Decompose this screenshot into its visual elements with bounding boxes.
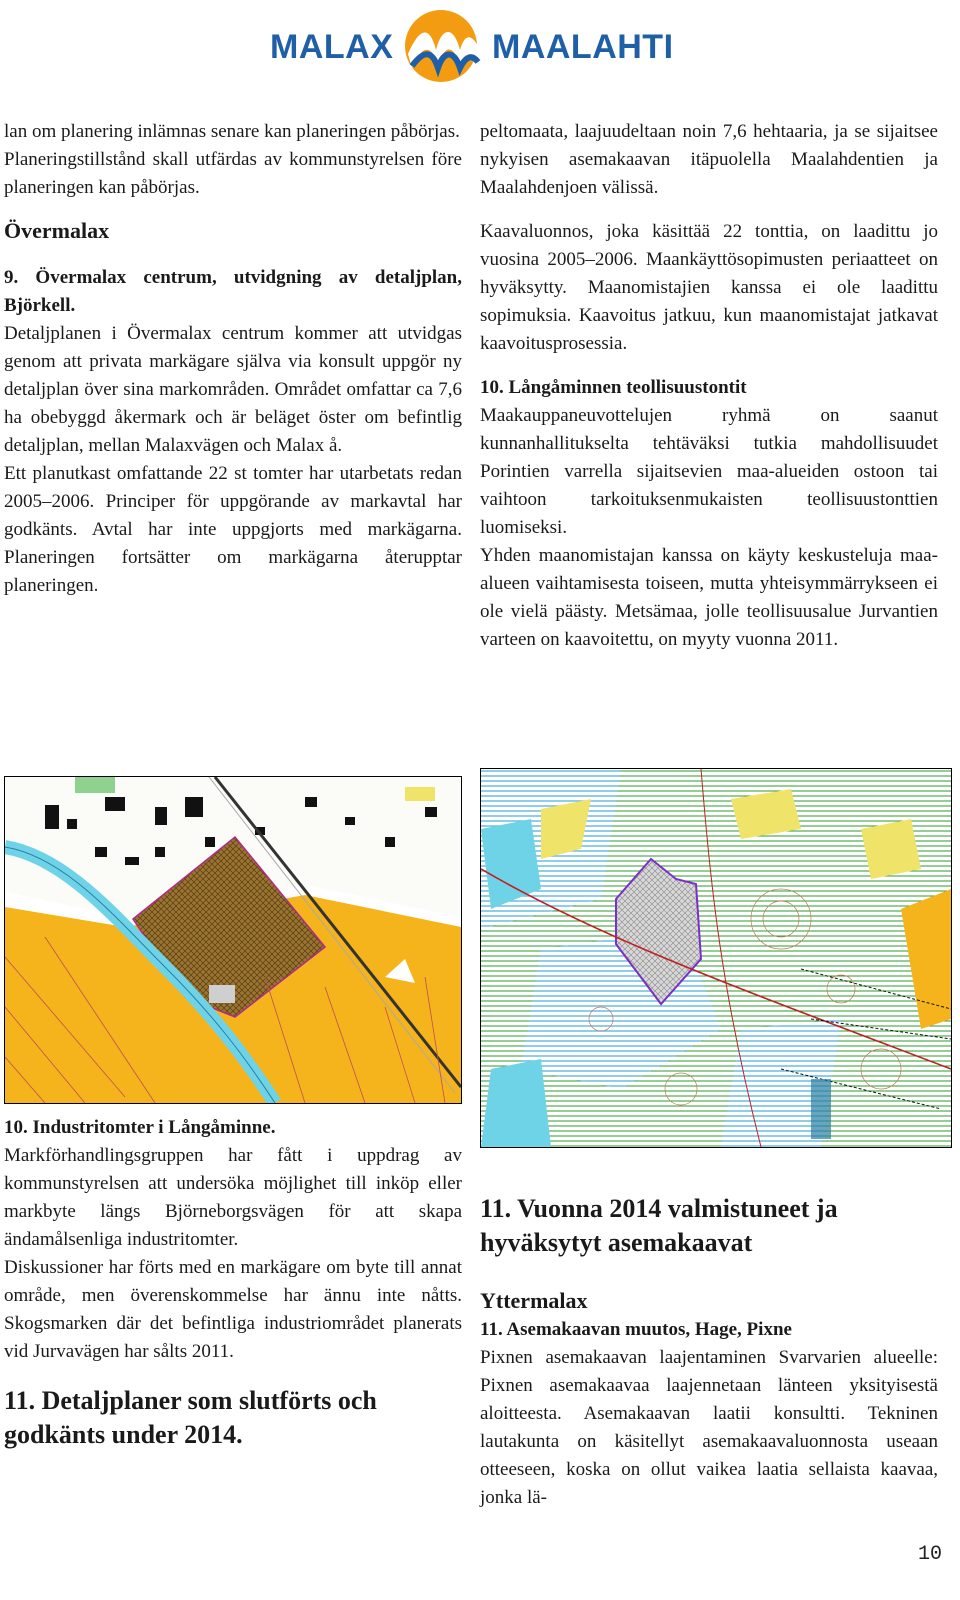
item-heading: 11. Asemakaavan muutos, Hage, Pixne (480, 1319, 792, 1340)
paragraph: Ett planutkast omfattande 22 st tomter har utarbetats redan 2005–2006. Principer för uppgörande av markavtal har godkänts. Avtal har inte uppgjorts med markägarna. Planeringen fortsätter om markägarna återupptar planeringen. (4, 463, 462, 596)
map-overmalax (4, 776, 462, 1104)
paragraph: Kaavaluonnos, joka käsittää 22 tonttia, on laadittu jo vuosina 2005–2006. Maankäyttösopimusten periaatteet on hyväksytty. Maanomistajien kanssa ei ole laadittu sopimuksia. Kaavoitus jatkuu, kun maanomistajat jatkavat kaavoitusprosessia. (480, 221, 938, 354)
wave-emblem-icon (398, 6, 484, 84)
right-column-bottom (480, 1192, 938, 1512)
left-column-top (4, 118, 462, 600)
item-heading: 9. Övermalax centrum, utvidgning av detaljplan, Björkell. (4, 267, 462, 316)
paragraph: Detaljplanen i Övermalax centrum kommer att utvidgas genom att privata markägare själva via konsult uppgör ny detaljplan över sina markområden. Området omfattar ca 7,6 ha obebyggd åkermark och är beläget öster om befintlig detaljplan, mellan Malaxvägen och Malax å. (4, 323, 462, 456)
left-column-bottom (4, 1114, 462, 1452)
section-heading: Övermalax (4, 218, 110, 243)
item-heading: 10. Långåminnen teollisuustontit (480, 377, 747, 398)
chapter-heading: 11. Detaljplaner som slutförts och godkänts under 2014. (4, 1386, 377, 1449)
map-langaminne (480, 768, 952, 1148)
malax-maalahti-logo (270, 6, 690, 84)
page-number: 10 (917, 1543, 942, 1566)
paragraph: lan om planering inlämnas senare kan planeringen påbörjas. (4, 121, 460, 142)
section-heading: Yttermalax (480, 1288, 588, 1313)
paragraph: Pixnen asemakaavan laajentaminen Svarvarien alueelle: Pixnen asemakaavaa laajennetaan länteen yksityisestä aloitteesta. Asemakaavan laatii konsultti. Tekninen lautakunta on käsitellyt asemakaavaluonnosta useaan otteeseen, koska on ollut vaikea laatia sellaista kaavaa, jonka lä- (480, 1347, 938, 1508)
paragraph: Yhden maanomistajan kanssa on käyty keskusteluja maa-alueen vaihtamisesta toiseen, mutta yhteisymmärrykseen ei ole vielä päästy. Metsämaa, jolle teollisuusalue Jurvantien varteen on kaavoitettu, on myyty vuonna 2011. (480, 545, 938, 650)
paragraph: Planeringstillstånd skall utfärdas av kommunstyrelsen före planeringen kan påbörjas. (4, 149, 462, 198)
paragraph: Markförhandlingsgruppen har fått i uppdrag av kommunstyrelsen att undersöka möjlighet till inköp eller markbyte längs Björneborgsvägen för att skapa ändamålsenliga industritomter. (4, 1145, 462, 1250)
chapter-heading: 11. Vuonna 2014 valmistuneet ja hyväksytyt asemakaavat (480, 1194, 838, 1257)
logo-text-maalahti: MAALAHTI (492, 28, 674, 66)
paragraph: Maakauppaneuvottelujen ryhmä on saanut kunnanhallitukselta tehtäväksi tutkia mahdollisuudet Porintien varrella sijaitsevien maa-alueiden ostoon tai vaihtoon tarkoituksenmukaisten teollisuustonttien luomiseksi. (480, 405, 938, 538)
logo-text-malax: MALAX (270, 28, 394, 66)
detail-plan-map-graphic (5, 777, 461, 1103)
paragraph: peltomaata, laajuudeltaan noin 7,6 hehtaaria, ja se sijaitsee nykyisen asemakaavan itäpuolella Maalahdentien ja Maalahdenjoen välissä. (480, 121, 938, 198)
item-heading: 10. Industritomter i Långåminne. (4, 1117, 276, 1138)
paragraph: Diskussioner har förts med en markägare om byte till annat område, men överenskommelse har ännu inte nåtts. Skogsmarken där det befintliga industriområdet planerats vid Jurvavägen har sålts 2011. (4, 1257, 462, 1362)
industrial-area-map-graphic (481, 769, 951, 1147)
right-column-top (480, 118, 938, 654)
